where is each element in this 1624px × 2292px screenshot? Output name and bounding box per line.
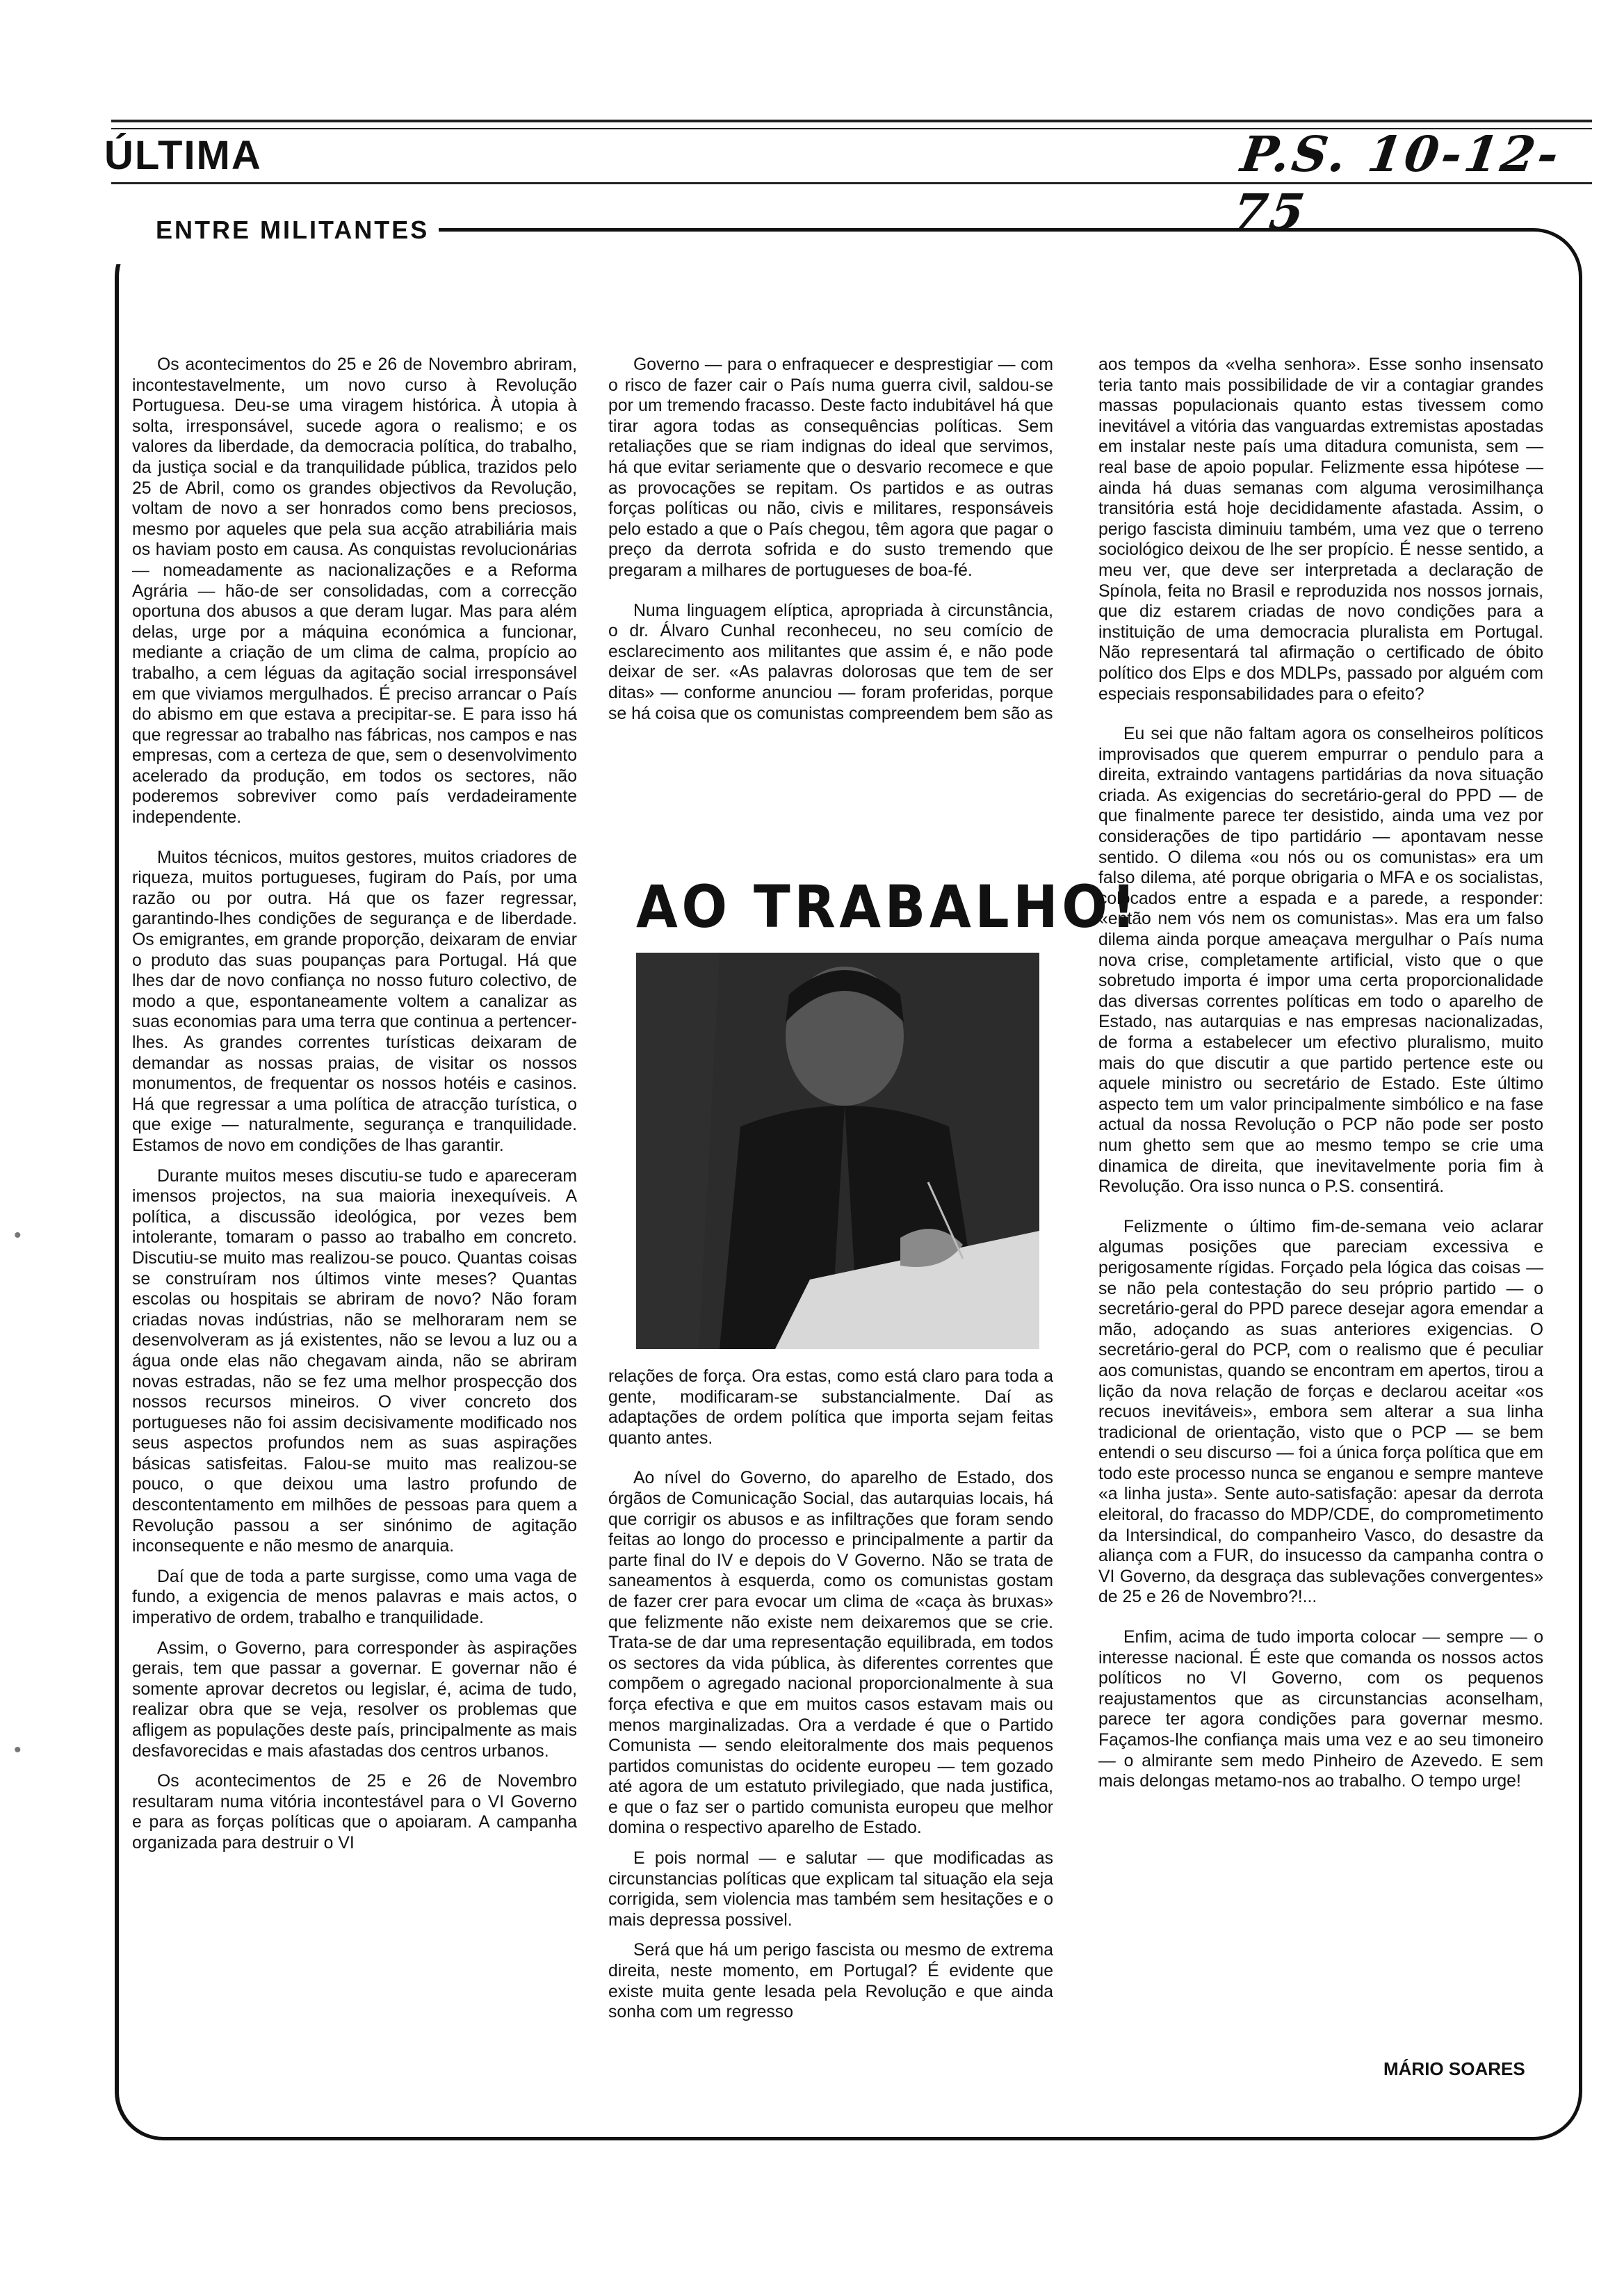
article-headline: AO TRABALHO! [636, 873, 1140, 941]
paragraph: E pois normal — e salutar — que modificadas as circunstancias políticas que explicam tal situação ela seja corrigida, sem violencia mas também sem hesitações e o mais depressa possivel. [608, 1849, 1053, 1930]
paragraph: Felizmente o último fim-de-semana veio aclarar algumas posições que pareciam excessiva e perigosamente rígidas. Forçado pela lógica das coisas — se não pela contestação do seu próprio partido — o secretário-geral do PPD parece desejar agora emendar a mão, adoçando as suas anteriores exigencias. O secretário-geral do PCP, com o realismo que é peculiar aos comunistas, quando se encontram em apertos, tirou a lição da nova relação de forças e declarou aceitar «os recuos inevitáveis», embora sem alterar a sua linha tradicional de orientação, visto que o PCP — se bem entendi o seu discurso — foi a única força política que em todo este processo nunca se enganou e sempre manteve «a linha justa». Sente auto-satisfação: apesar da derrota eleitoral, do fracasso do MDP/CDE, do comprometimento da Intersindical, do companheiro Vasco, do desastre da aliança com a FUR, do insucesso da campanha contra o VI Governo, da desgraça das sublevações convergentes» de 25 e 26 de Novembro?!... [1098, 1217, 1543, 1607]
photo-illustration [636, 953, 1039, 1349]
paragraph: Ao nível do Governo, do aparelho de Estado, dos órgãos de Comunicação Social, das autarquias locais, há que corrigir os abusos e as infiltrações que foram sendo feitas ao longo do processo e principalmente a partir da parte final do IV e depois do V Governo. Não se trata de saneamentos à esquerda, como os comunistas gostam de fazer crer para evocar um clima de «caça às bruxas» que felizmente não existe nem deixaremos que se crie. Trata-se de dar uma representação equilibrada, em todos os sectores da vida pública, às diferentes correntes que compõem o agregado nacional proporcionalmente à sua força efectiva e que em muitos casos estavam mais ou menos marginalizadas. Ora a verdade é que o Partido Comunista — sendo eleitoralmente dos mais pequenos partidos comunistas do ocidente europeu — tem gozado até agora de um estatuto privilegiado, que nada justifica, e que o faz ser o partido comunista europeu que melhor domina o respectivo aparelho de Estado. [608, 1469, 1053, 1838]
paragraph: Muitos técnicos, muitos gestores, muitos criadores de riqueza, muitos portugueses, fugiram do País, por uma razão ou por outra. Há que os fazer regressar, garantindo-lhes condições de segurança e de liberdade. Os emigrantes, em grande proporção, deixaram de enviar o produto das suas poupanças para Portugal. Há que lhes dar de novo confiança no nosso futuro colectivo, de modo a que, espontaneamente voltem a canalizar as suas economias para uma terra que continua a pertencer-lhes. As grandes correntes turísticas deixaram de demandar as nossas praias, de visitar os nossos monumentos, de frequentar os nossos hotéis e casinos. Há que regressar a uma política de atracção turística, o que exige — naturalmente, segurança e tranquilidade. Estamos de novo em condições de lhas garantir. [132, 848, 577, 1155]
top-rule-1 [111, 120, 1592, 122]
article-column-3 [1098, 355, 1543, 1802]
section-title: ÚLTIMA [104, 133, 262, 178]
handwritten-date-annotation: P.S. 10-12-75 [1229, 125, 1565, 241]
scan-margin-mark: • [14, 1224, 22, 1247]
paragraph: Durante muitos meses discutiu-se tudo e apareceram imensos projectos, na sua maioria inexequíveis. A política, a discussão ideológica, por vezes bem intolerante, tomaram o passo ao trabalho em concreto. Discutiu-se muito mas realizou-se pouco. Quantas coisas se construíram nos últimos vinte meses? Quantas escolas ou hospitais se abriram de novo? Não foram criadas novas indústrias, não se melhoraram nem se desenvolveram as já existentes, não se levou a luz ou a água onde elas não chegavam ainda, não se abriram novas estradas, não se fez uma melhor prospecção dos nossos recursos mineiros. O viver concreto dos portugueses não foi assim decisivamente modificado nos seus aspectos profundos nem as suas aspirações básicas satisfeitas. Falou-se muito mas realizou-se pouco, o que deixou uma lastro profundo de descontentamento em milhões de pessoas para quem a Revolução passou a ser sinónimo de agitação inconsequente e não mesmo de anarquia. [132, 1166, 577, 1556]
article-column-1 [132, 355, 577, 1864]
paragraph: Enfim, acima de tudo importa colocar — sempre — o interesse nacional. É este que comanda os nossos actos políticos no VI Governo, com os pequenos reajustamentos que as circunstancias aconselham, parece ter agora condições para governar mesmo. Façamos-lhe confiança mais uma vez e ao seu timoneiro — o almirante sem medo Pinheiro de Azevedo. E sem mais delongas metamo-nos ao trabalho. O tempo urge! [1098, 1628, 1543, 1791]
paragraph: Os acontecimentos de 25 e 26 de Novembro resultaram numa vitória incontestável para o VI Governo e para as forças políticas que o apoiaram. A campanha organizada para destruir o VI [132, 1772, 577, 1853]
paragraph: aos tempos da «velha senhora». Esse sonho insensato teria tanto mais possibilidade de vir a contagiar grandes massas populacionais quanto estas tivessem como inevitável a vitória das vanguardas extremistas apostadas em instalar neste país uma ditadura comunista, sem — real base de apoio popular. Felizmente essa hipótese — ainda há duas semanas com alguma verosimilhança transitória está hoje decididamente afastada. Assim, o perigo fascista diminuiu também, uma vez que o terreno sociológico deixou de lhe ser propício. É nesse sentido, a meu ver, que deve ser interpretada a declaração de Spínola, feita no Brasil e reproduzida nos nossos jornais, que diz estarem criadas de novo condições para a instituição de uma democracia pluralista em Portugal. Não representará tal afirmação o certificado de óbito político dos Elps e dos MDLPs, passado por alguém com especiais responsabilidades para o efeito? [1098, 355, 1543, 704]
paragraph: relações de força. Ora estas, como está claro para toda a gente, modificaram-se substancialmente. Daí as adaptações de ordem política que importa sejam feitas quanto antes. [608, 1367, 1053, 1448]
paragraph: Assim, o Governo, para corresponder às aspirações gerais, tem que passar a governar. E governar não é somente aprovar decretos ou legislar, é, acima de tudo, realizar obra que se veja, resolver os problemas que afligem as populações deste país, principalmente as mais desfavorecidas e mais afastadas dos centros urbanos. [132, 1638, 577, 1761]
scan-margin-mark: • [14, 1738, 22, 1761]
author-signature: MÁRIO SOARES [1383, 2058, 1525, 2079]
paragraph: Governo — para o enfraquecer e desprestigiar — com o risco de fazer cair o País numa guerra civil, saldou-se por um tremendo fracasso. Deste facto indubitável há que tirar agora todas as consequências políticas. Sem retaliações que se riam indignas do ideal que servimos, há que evitar seriamente que o desvario recomece e que as provocações se repitam. Os partidos e as outras forças políticas ou não, civis e militares, responsáveis pelo estado a que o País chegou, têm agora que pagar o preço da derrota sofrida e do susto tremendo que pregaram a milhares de portugueses de boa-fé. [608, 355, 1053, 580]
man-writing-photo [636, 953, 1039, 1349]
paragraph: Será que há um perigo fascista ou mesmo de extrema direita, neste momento, em Portugal? É evidente que existe muita gente lesada pela Revolução e que ainda sonha com um regresso [608, 1941, 1053, 2022]
article-column-2-top [608, 355, 1053, 883]
paragraph: Daí que de toda a parte surgisse, como uma vaga de fundo, a exigencia de menos palavras e mais actos, o imperativo de ordem, trabalho e tranquilidade. [132, 1567, 577, 1628]
paragraph: Os acontecimentos do 25 e 26 de Novembro abriram, incontestavelmente, um novo curso à Revolução Portuguesa. Deu-se uma viragem histórica. À utopia à solta, irresponsável, sucede agora o realismo; e os valores da liberdade, da democracia política, do trabalho, da justiça social e da tranquilidade pública, trazidos pelo 25 de Abril, como os grandes objectivos da Revolução, voltam de novo a ser honrados como bens preciosos, mesmo por aqueles que pela sua acção atrabiliária mais os haviam posto em causa. As conquistas revolucionárias — nomeadamente as nacionalizações e a Reforma Agrária — hão-de ser consolidadas, com a correcção oportuna dos abusos a que deram lugar. Mas para além delas, urge por a máquina económica a funcionar, mediante a criação de um clima de calma, propício ao trabalho, a cem léguas da agitação social irresponsável em que viviamos mergulhados. É preciso arrancar o País do abismo em que estava a precipitar-se. E para isso há que regressar ao trabalho nas fábricas, nos campos e nas empresas, com a certeza de que, sem o desenvolvimento acelerado da produção, em todos os sectores, não poderemos sobreviver como país verdadeiramente independente. [132, 355, 577, 828]
paragraph: Eu sei que não faltam agora os conselheiros políticos improvisados que querem empurrar o pendulo para a direita, extraindo vantagens partidárias da nova situação criada. As exigencias do secretário-geral do PPD — de que finalmente parece ter desistido, ainda uma vez por considerações de tipo partidário — apontavam nesse sentido. O dilema «ou nós ou os comunistas» era um falso dilema, até porque obrigaria o MFA e os socialistas, colocados entre a espada e a parede, a responder: «então nem vós nem os comunistas». Mas era um falso dilema ainda porque ameaçava mergulhar o País numa nova crise, completamente artificial, visto que o que sobretudo importa é impor uma certa proporcionalidade das diversas correntes políticas em todo o aparelho de Estado, nas autarquias e nas empresas nacionalizadas, de forma a estabelecer um efectivo pluralismo, muito mais do que discutir a que partido pertence este ou aquele ministro ou secretário de Estado. Este último aspecto tem um valor principalmente simbólico e na fase actual da nossa Revolução o PCP não pode ser posto num ghetto sem que ao mesmo tempo se crie uma dinamica de direita, que inevitavelmente poria fim à Revolução. Ora isso nunca o P.S. consentirá. [1098, 725, 1543, 1197]
rubric-label: ENTRE MILITANTES [146, 216, 439, 245]
paragraph: Numa linguagem elíptica, apropriada à circunstância, o dr. Álvaro Cunhal reconheceu, no seu comício de esclarecimento aos militantes que assim é, e não pode deixar de ser. «As palavras dolorosas que tem de ser ditas» — conforme anunciou — foram proferidas, porque se há coisa que os comunistas compreendem bem são as [608, 601, 1053, 723]
article-column-2-bottom [608, 1366, 1053, 2033]
